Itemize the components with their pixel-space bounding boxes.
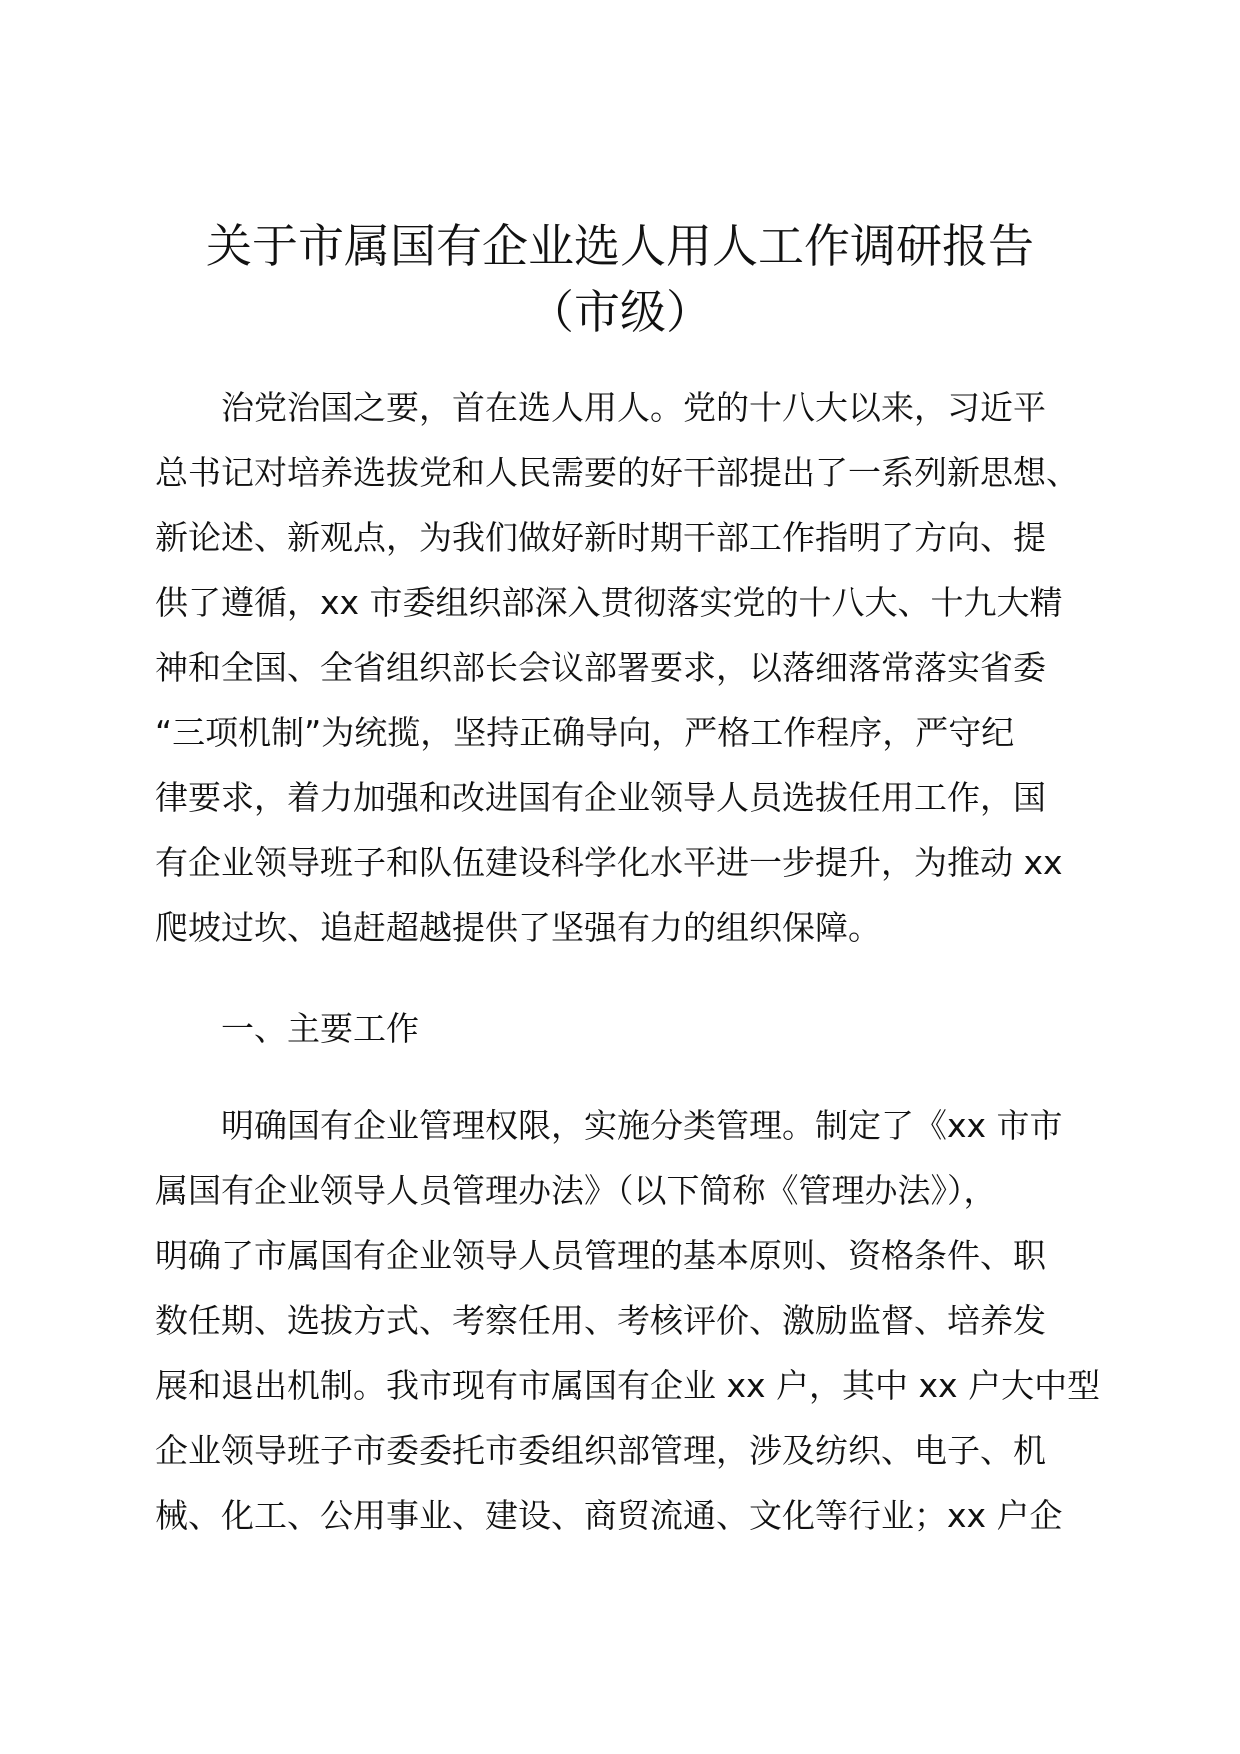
paragraph-line: 明确国有企业管理权限，实施分类管理。制定了《xx 市市	[221, 1106, 1063, 1145]
paragraph-line: 爬坡过坎、追赶超越提供了坚强有力的组织保障。	[155, 908, 881, 947]
paragraph-line: 神和全国、全省组织部长会议部署要求，以落细落常落实省委	[155, 648, 1046, 687]
paragraph-line: 数任期、选拔方式、考察任用、考核评价、激励监督、培养发	[155, 1301, 1046, 1340]
paragraph-line: 械、化工、公用事业、建设、商贸流通、文化等行业；xx 户企	[155, 1496, 1063, 1535]
document-title: 关于市属国有企业选人用人工作调研报告	[206, 219, 1034, 273]
paragraph-line: 律要求，着力加强和改进国有企业领导人员选拔任用工作，国	[155, 778, 1046, 817]
paragraph-line: 属国有企业领导人员管理办法》（以下简称《管理办法》），	[155, 1171, 997, 1210]
paragraph-line: “三项机制”为统揽，坚持正确导向，严格工作程序，严守纪	[155, 713, 1015, 752]
section-heading	[155, 996, 1095, 1061]
paragraph-line: 明确了市属国有企业领导人员管理的基本原则、资格条件、职	[155, 1236, 1046, 1275]
paragraph-line: 新论述、新观点，为我们做好新时期干部工作指明了方向、提	[155, 518, 1046, 557]
paragraph-line: 治党治国之要，首在选人用人。党的十八大以来，习近平	[221, 388, 1046, 427]
section-heading-text: 一、主要工作	[221, 1009, 419, 1048]
paragraph-line: 展和退出机制。我市现有市属国有企业 xx 户，其中 xx 户大中型	[155, 1366, 1101, 1405]
intro-paragraph	[155, 375, 1095, 960]
paragraph-line: 供了遵循，xx 市委组织部深入贯彻落实党的十八大、十九大精	[155, 583, 1063, 622]
document-subtitle: （市级）	[528, 285, 712, 339]
paragraph-line: 总书记对培养选拔党和人民需要的好干部提出了一系列新思想、	[155, 453, 1079, 492]
body-paragraph	[155, 1093, 1101, 1548]
paragraph-line: 有企业领导班子和队伍建设科学化水平进一步提升，为推动 xx	[155, 843, 1063, 882]
paragraph-line: 企业领导班子市委委托市委组织部管理，涉及纺织、电子、机	[155, 1431, 1046, 1470]
